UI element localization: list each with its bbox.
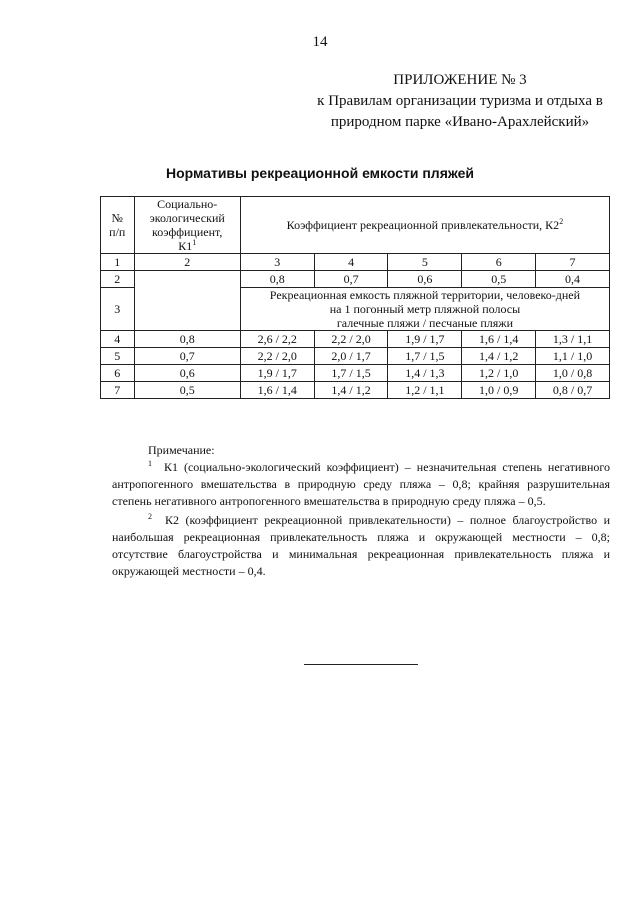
k1-empty-cell <box>134 271 240 331</box>
capacity-description <box>240 288 609 331</box>
column-number: 3 <box>240 254 314 271</box>
table-row <box>101 348 610 365</box>
norms-table <box>100 196 610 399</box>
capacity-description-line-2: на 1 погонный метр пляжной полосы <box>329 302 521 316</box>
capacity-value: 1,9 / 1,7 <box>388 331 462 348</box>
capacity-value: 2,0 / 1,7 <box>314 348 388 365</box>
capacity-value: 1,6 / 1,4 <box>240 382 314 399</box>
header-num-abbrev: п/п <box>109 225 126 239</box>
header-num-symbol: № <box>111 211 123 225</box>
k2-value: 0,4 <box>536 271 610 288</box>
row-number: 6 <box>101 365 135 382</box>
header-k1-line-3: коэффициент, <box>152 225 223 239</box>
row-number: 3 <box>101 288 135 331</box>
header-k1-line-2: экологический <box>149 211 225 225</box>
row-number: 5 <box>101 348 135 365</box>
column-number: 4 <box>314 254 388 271</box>
footnote-2-text: К2 (коэффициент рекреационной привлекательности) – полное благоустройство и наибольшая рекреационная привлекательность пляжа и окружающей местности – 0,8; отсутствие благоустройства и минимальная рекреационная привлекательность пляжа и окружающей местности – 0,4. <box>112 513 611 578</box>
capacity-value: 1,4 / 1,2 <box>314 382 388 399</box>
table-header-row <box>101 197 610 254</box>
capacity-value: 1,0 / 0,8 <box>536 365 610 382</box>
capacity-value: 1,7 / 1,5 <box>314 365 388 382</box>
footnote-1 <box>112 459 610 510</box>
k1-value: 0,7 <box>134 348 240 365</box>
table-row <box>101 331 610 348</box>
capacity-value: 1,4 / 1,2 <box>462 348 536 365</box>
k2-values-row <box>101 271 610 288</box>
appendix-line-2: природном парке «Ивано-Арахлейский» <box>330 114 590 130</box>
footnote-ref-1: 1 <box>192 238 197 247</box>
capacity-value: 1,1 / 1,0 <box>536 348 610 365</box>
k2-value: 0,5 <box>462 271 536 288</box>
capacity-value: 1,9 / 1,7 <box>240 365 314 382</box>
k1-value: 0,5 <box>134 382 240 399</box>
k2-value: 0,7 <box>314 271 388 288</box>
row-number: 7 <box>101 382 135 399</box>
column-number: 1 <box>101 254 135 271</box>
appendix-line-1: к Правилам организации туризма и отдыха в <box>317 93 603 109</box>
page-number: 14 <box>312 34 328 50</box>
header-k1-line-1: Социально- <box>157 197 218 211</box>
k2-value: 0,6 <box>388 271 462 288</box>
column-number: 7 <box>536 254 610 271</box>
footnote-1-marker: 1 <box>148 459 152 468</box>
header-k2 <box>240 197 609 254</box>
column-number: 6 <box>462 254 536 271</box>
notes-section <box>112 442 610 580</box>
closing-divider <box>304 664 418 665</box>
capacity-description-line-3: галечные пляжи / песчаные пляжи <box>336 316 513 330</box>
k1-value: 0,8 <box>134 331 240 348</box>
row-number: 2 <box>101 271 135 288</box>
header-k2-label: Коэффициент рекреационной привлекательности, К2 <box>286 218 560 232</box>
capacity-value: 1,4 / 1,3 <box>388 365 462 382</box>
k2-value: 0,8 <box>240 271 314 288</box>
header-num <box>101 197 135 254</box>
capacity-value: 1,6 / 1,4 <box>462 331 536 348</box>
column-number-row <box>101 254 610 271</box>
capacity-value: 1,2 / 1,0 <box>462 365 536 382</box>
capacity-value: 2,2 / 2,0 <box>314 331 388 348</box>
capacity-value: 1,2 / 1,1 <box>388 382 462 399</box>
footnote-2-marker: 2 <box>148 512 152 521</box>
capacity-value: 2,2 / 2,0 <box>240 348 314 365</box>
footnote-1-text: К1 (социально-экологический коэффициент) – незначительная степень негативного антропогенного вмешательства в природную среду пляжа – 0,8; крайняя разрушительная степень негативного антропогенного вмешательства в природную среду пляжа – 0,5. <box>112 460 610 508</box>
column-number: 2 <box>134 254 240 271</box>
capacity-value: 1,3 / 1,1 <box>536 331 610 348</box>
notes-label: Примечание: <box>148 443 215 457</box>
capacity-description-line-1: Рекреационная емкость пляжной территории, человеко-дней <box>269 288 581 302</box>
header-k1 <box>134 197 240 254</box>
document-title: Нормативы рекреационной емкости пляжей <box>165 165 475 181</box>
appendix-heading: ПРИЛОЖЕНИЕ № 3 <box>393 72 527 88</box>
table-row <box>101 365 610 382</box>
capacity-value: 1,0 / 0,9 <box>462 382 536 399</box>
table-row <box>101 382 610 399</box>
row-number: 4 <box>101 331 135 348</box>
footnote-ref-2: 2 <box>559 217 564 226</box>
capacity-value: 0,8 / 0,7 <box>536 382 610 399</box>
capacity-value: 1,7 / 1,5 <box>388 348 462 365</box>
capacity-value: 2,6 / 2,2 <box>240 331 314 348</box>
header-k1-symbol: $К1^1$ <box>178 238 197 253</box>
appendix-header <box>310 70 610 133</box>
k1-value: 0,6 <box>134 365 240 382</box>
column-number: 5 <box>388 254 462 271</box>
footnote-2 <box>112 512 610 580</box>
